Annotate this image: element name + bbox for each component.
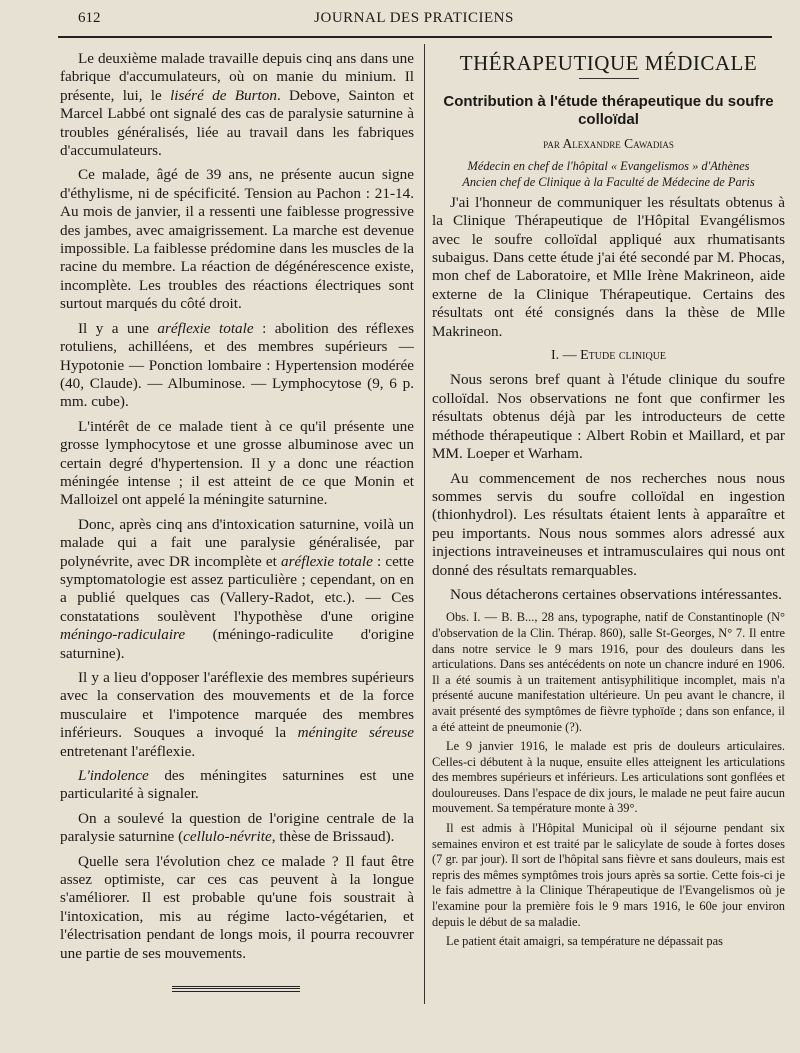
right-paragraph-2: Nous serons bref quant à l'étude clinique du soufre colloïdal. Nos observations ne font que confirmer les résultats obtenus déjà par les introducteurs de cette méthode thérapeutique : Albert Robin et Maillard, et par MM. Loeper et Warham. (432, 371, 785, 463)
right-paragraph-3: Au commencement de nos recherches nous nous sommes servis du soufre colloïdal en ingestion (thionhydrol). Les résultats étaient lents à apparaître et peu importants. Nous nous sommes alors adressé aux injections intraveineuses et intramusculaires qui nous ont donné des résultats remarquables. (432, 469, 785, 579)
article-byline: par Alexandre Cawadias (543, 136, 674, 152)
subsection-heading: I. — Etude clinique (550, 348, 667, 364)
right-paragraph-1: J'ai l'honneur de communiquer les résultats obtenus à la Clinique Thérapeutique de l'Hôpital Evangélismos avec le soufre colloïdal appliqué aux rhumatisants subaigus. Dans cette étude j'ai été secondé par M. Phocas, mon chef de Laboratoire, et Mlle Irène Makrineon, aide externe de la Clinique Thérapeutique. Certains des résultats ont été consignés dans la thèse de Mlle Makrineon. (432, 193, 785, 340)
observation-1-intro: Obs. I. — B. B..., 28 ans, typographe, natif de Constantinople (N° d'observation de la Clin. Thérap. 860), salle St-Georges, N° 7. Il entre dans notre service le 9 mars 1916, pour des douleurs dans les articulations. Dans ses antécédents on note un chancre induré en 1906. Il a été soumis à un traitement antisyphilitique incomplet, mais n'a présenté aucune manifestation ultérieure. Un peu avant le chancre, il avait présenté des symptômes de fièvre typhoïde ; dans son enfance, il a été atteint de pneumonie (?). (432, 610, 785, 734)
page-number: 612 (78, 10, 101, 26)
article-end-rule (172, 986, 300, 989)
left-paragraph-2: Ce malade, âgé de 39 ans, ne présente aucun signe d'éthylisme, ni de spécificité. Tension au Pachon : 21-14. Au mois de janvier, il a ressenti une faiblesse progressive des jambes, avec amaigrissement. La marche est devenue impossible. La faiblesse prédomine dans les muscles de la racine du membre. La réaction de dégénérescence existe, incomplète. Les troubles des réactions électriques sont surtout marqués du côté droit. (60, 166, 414, 313)
observation-1-onset: Le 9 janvier 1916, le malade est pris de douleurs articulaires. Celles-ci débutent à la nuque, ensuite elles atteignent les articulations des membres supérieurs et inférieurs. Les articulations sont gonflées et douloureuses. Dans l'espace de dix jours, le malade ne peut faire aucun mouvement. Sa température monte à 39°. (432, 739, 785, 816)
header-rule (58, 36, 772, 38)
left-paragraph-1: Le deuxième malade travaille depuis cinq ans dans une fabrique d'accumulateurs, où on manie du minium. Il présente, lui, le liséré de Burton. Debove, Sainton et Marcel Labbé ont signalé des cas de paralysie saturnine à troubles généralisés, liée au travail dans les fabriques d'accumulateurs. (60, 50, 415, 160)
observation-1-exam: Le patient était amaigri, sa température ne dépassait pas (446, 934, 723, 949)
section-rule (579, 78, 639, 79)
left-paragraph-7: L'indolence des méningites saturnines est une particularité à signaler. (60, 767, 414, 803)
author-affiliation-2: Ancien chef de Clinique à la Faculté de Médecine de Paris (462, 174, 755, 189)
article-end-rule-lower (172, 991, 300, 992)
section-title: THÉRAPEUTIQUE MÉDICALE (459, 51, 758, 75)
left-paragraph-8: On a soulevé la question de l'origine centrale de la paralysie saturnine (cellulo-névrite, thèse de Brissaud). (60, 809, 414, 846)
right-paragraph-4: Nous détacherons certaines observations intéressantes. (450, 585, 782, 603)
article-title: Contribution à l'étude thérapeutique du soufre colloïdal (443, 93, 774, 129)
left-paragraph-5: Donc, après cinq ans d'intoxication saturnine, voilà un malade qui a fait une paralysie généralisée, par polynévrite, avec DR incomplète et aréflexie totale : cette symptomatologie est assez particulière ; cependant, on en a publié quelques cas (Vallery-Radot, etc.). — Ces constatations soulèvent l'hypothèse d'une origine méningo-radiculaire (méningo-radiculite d'origine saturnine). (60, 515, 414, 662)
left-paragraph-6: Il y a lieu d'opposer l'aréflexie des membres supérieurs avec la conservation des mouvements et de la force musculaire et l'impotence marquée des membres inférieurs. Souques a invoqué la méningite séreuse entretenant l'aréflexie. (60, 669, 415, 760)
observation-1-treatment: Il est admis à l'Hôpital Municipal où il séjourne pendant six semaines environ et est traité par le salicylate de soude à fortes doses (7 gr. par jour). Il sort de l'hôpital sans fièvre et sans douleurs, mais est repris des mêmes symptômes trois jours après sa sortie. Cette fois-ci je le fais admettre à la Clinique Thérapeutique de l'Evangelismos où je l'examine pour la première fois le 9 mars 1916, le 60e jour environ depuis le début de sa maladie. (432, 821, 785, 929)
left-paragraph-3: Il y a une aréflexie totale : abolition des réflexes rotuliens, achilléens, et des membres supérieurs — Hypotonie — Ponction lombaire : Hypertension modérée (40, Claude). — Albuminose. — Lymphocytose (9, 6 p. mm. cube). (60, 319, 414, 411)
author-affiliation-1: Médecin en chef de l'hôpital « Evangelismos » d'Athènes (467, 158, 750, 173)
left-paragraph-4: L'intérêt de ce malade tient à ce qu'il présente une grosse lymphocytose et une grosse albuminose avec un certain degré d'hypertension. Il y a donc une réaction méningée intense ; il est atteint de ce que Monin et Malloizel ont appelé la méningite saturnine. (60, 417, 414, 509)
left-paragraph-9: Quelle sera l'évolution chez ce malade ? Il faut être assez optimiste, car ces cas peuvent à la longue s'améliorer. Il est probable qu'une fois soustrait à l'intoxication, mis au régime lacto-végétarien, et l'électrisation pendant de longs mois, il pourra recouvrer une partie de ses mouvements. (60, 852, 414, 962)
left-column (60, 50, 414, 969)
journal-title: JOURNAL DES PRATICIENS (314, 10, 514, 26)
right-column (432, 50, 785, 954)
page-header (58, 10, 770, 32)
column-divider (424, 44, 425, 1004)
